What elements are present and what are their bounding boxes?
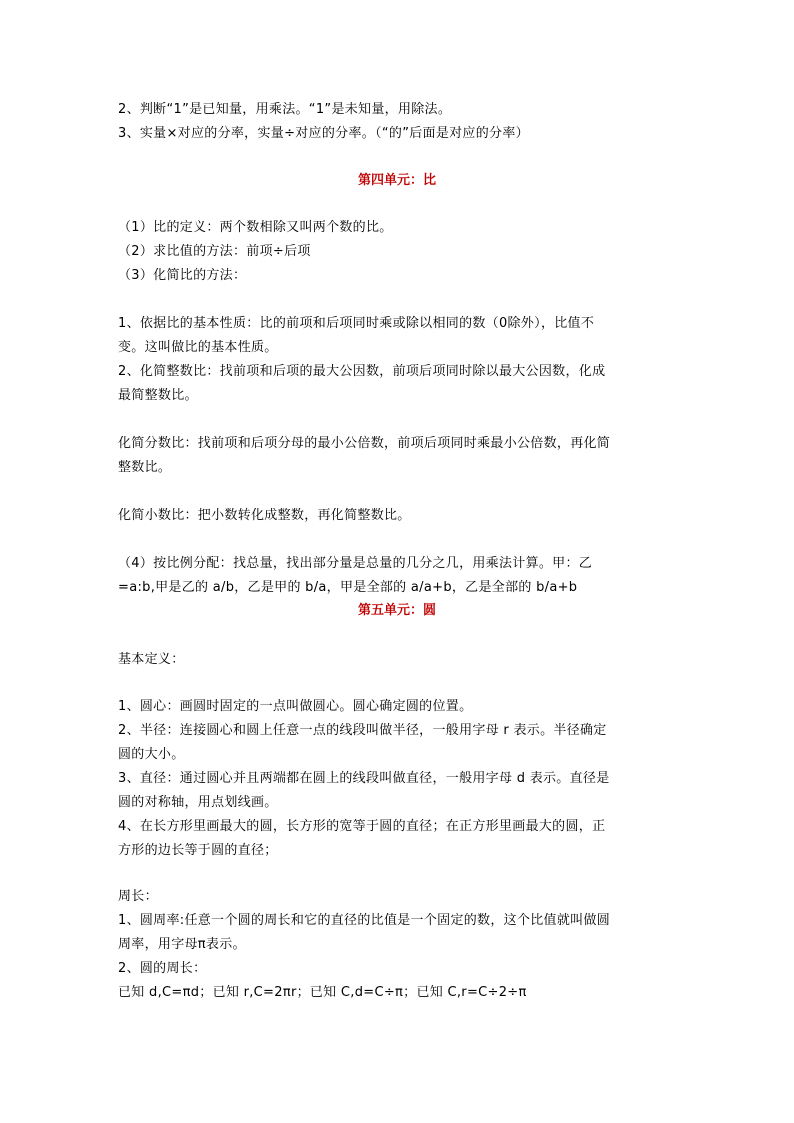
- proportional-distribution-line1: （4）按比例分配：找总量，找出部分量是总量的几分之几，用乘法计算。甲：乙: [118, 556, 593, 571]
- center-definition: 1、圆心：画圆时固定的一点叫做圆心。圆心确定圆的位置。: [118, 699, 473, 714]
- diameter-definition-line1: 3、直径：通过圆心并且两端都在圆上的线段叫做直径，一般用字母 d 表示。直径是: [118, 771, 610, 786]
- ratio-simplify-method: （3）化简比的方法：: [118, 268, 247, 283]
- ratio-value-method: （2）求比值的方法：前项÷后项: [118, 244, 311, 259]
- radius-definition-line1: 2、半径：连接圆心和圆上任意一点的线段叫做半径，一般用字母 r 表示。半径确定: [118, 723, 607, 738]
- unit4-heading: 第四单元：比: [357, 173, 436, 188]
- integer-ratio-line1: 2、化简整数比：找前项和后项的最大公因数，前项后项同时除以最大公因数，化成: [118, 364, 606, 379]
- perimeter-label: 周长：: [118, 889, 158, 904]
- ratio-definition: （1）比的定义：两个数相除又叫两个数的比。: [118, 220, 393, 235]
- circumference-formulas: 已知 d,C=πd；已知 r,C=2πr；已知 C,d=C÷π；已知 C,r=C÷2÷π: [118, 985, 527, 1000]
- rule-line-3: 3、实量×对应的分率，实量÷对应的分率。（“的”后面是对应的分率）: [118, 126, 529, 141]
- proportional-distribution-line2: =a:b,甲是乙的 a/b，乙是甲的 b/a，甲是全部的 a/a+b，乙是全部的 b/a+b: [118, 580, 578, 595]
- largest-circle-line1: 4、在长方形里画最大的圆，长方形的宽等于圆的直径；在正方形里画最大的圆，正: [118, 819, 606, 834]
- basic-definitions-label: 基本定义：: [118, 652, 185, 667]
- integer-ratio-line2: 最简整数比。: [118, 388, 198, 403]
- unit5-heading: 第五单元：圆: [357, 603, 436, 618]
- largest-circle-line2: 方形的边长等于圆的直径；: [118, 843, 278, 858]
- circumference-label: 2、圆的周长：: [118, 961, 207, 976]
- pi-definition-line2: 周率，用字母π表示。: [118, 937, 246, 952]
- ratio-property-line1: 1、依据比的基本性质：比的前项和后项同时乘或除以相同的数（0除外），比值不: [118, 316, 595, 331]
- pi-definition-line1: 1、圆周率:任意一个圆的周长和它的直径的比值是一个固定的数，这个比值就叫做圆: [118, 913, 611, 928]
- fraction-ratio-line2: 整数比。: [118, 460, 172, 475]
- decimal-ratio-line: 化简小数比：把小数转化成整数，再化简整数比。: [118, 508, 411, 523]
- ratio-property-line2: 变。这叫做比的基本性质。: [118, 340, 278, 355]
- rule-line-2: 2、判断“1”是已知量，用乘法。“1”是未知量，用除法。: [118, 102, 452, 117]
- radius-definition-line2: 圆的大小。: [118, 747, 185, 762]
- diameter-definition-line2: 圆的对称轴，用点划线画。: [118, 795, 278, 810]
- fraction-ratio-line1: 化简分数比：找前项和后项分母的最小公倍数，前项后项同时乘最小公倍数，再化简: [118, 436, 611, 451]
